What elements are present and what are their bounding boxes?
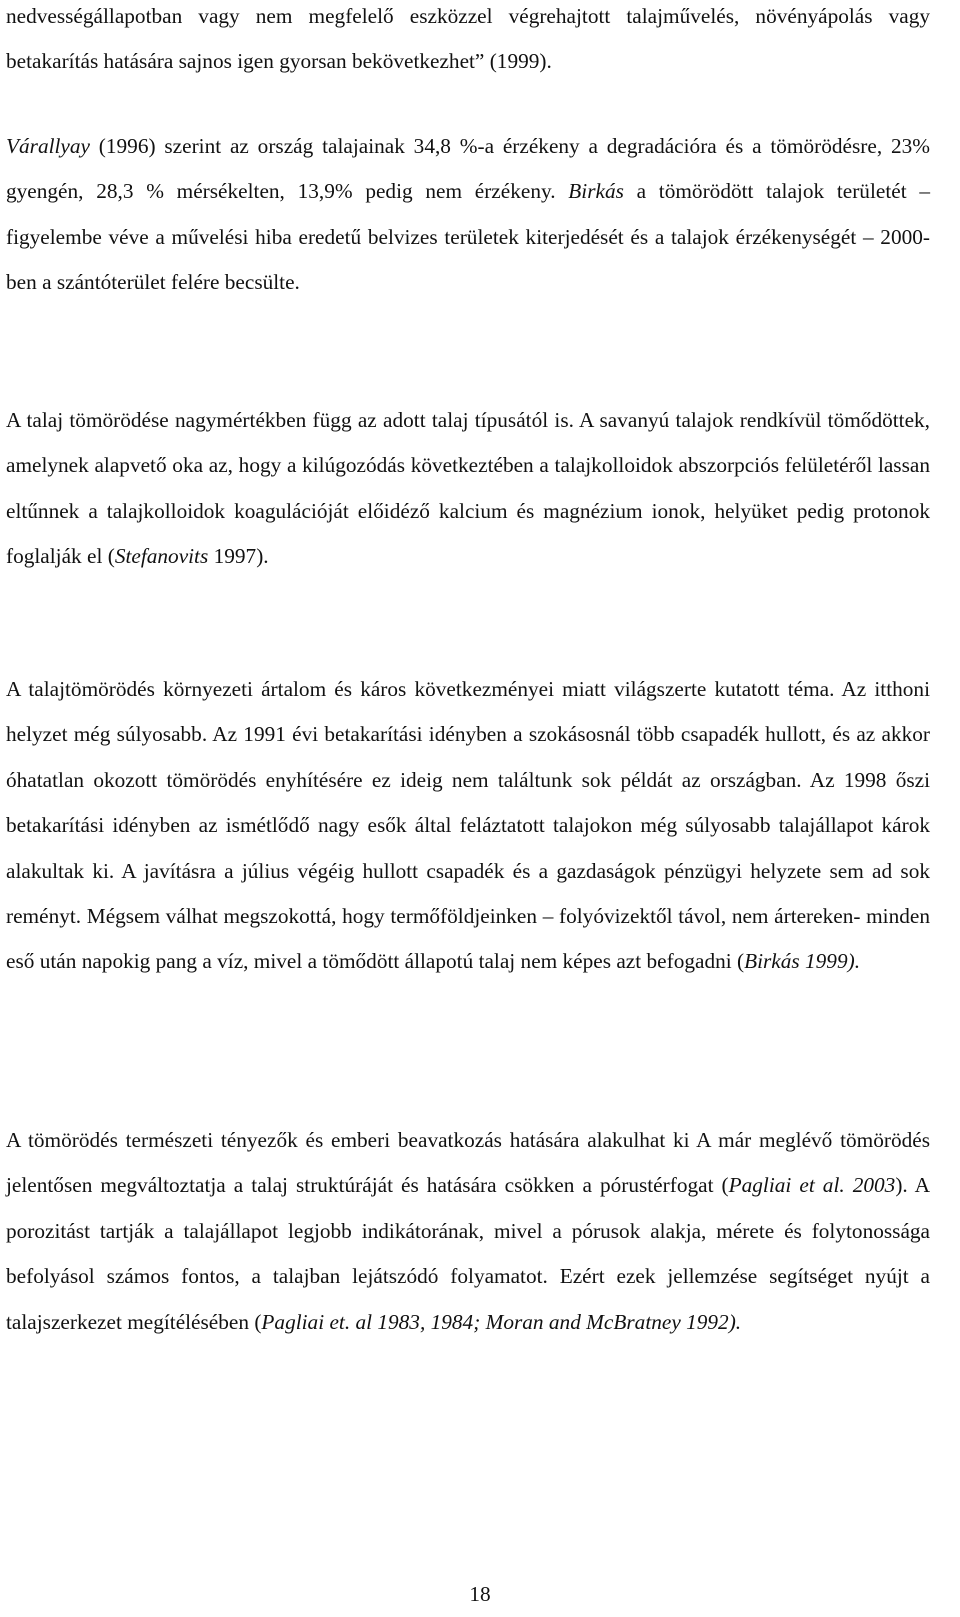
paragraph-text: a tömörödött talajok területét – figyelembe véve a művelési hiba eredetű belvizes területek kiterjedését és a talajok érzékenységét – 2000-ben a szántóterület felére becsülte. <box>6 179 930 295</box>
paragraph-intro-quote <box>6 0 930 85</box>
paragraph-text: A talaj tömörödése nagymértékben függ az adott talaj típusától is. A savanyú talajok rendkívül tömődöttek, amelynek alapvető oka az, hogy a kilúgozódás következtében a talajkolloidok abszorpciós felületéről lassan eltűnnek a talajkolloidok koagulációját előidéző kalcium és magnézium ionok, helyüket pedig protonok foglalják el ( <box>6 408 930 569</box>
paragraph-text: A talajtömörödés környezeti ártalom és káros következményei miatt világszerte kutatott téma. Az itthoni helyzet még súlyosabb. Az 1991 évi betakarítási idényben a szokásosnál több csapadék hullott, és az akkor óhatatlan okozott tömörödés enyhítésére ez ideig nem találtunk sok példát az országban. Az 1998 őszi betakarítási idényben az ismétlődő nagy esők által feláztatott talajokon még súlyosabb talajállapot károk alakultak ki. A javításra a július végéig hullott csapadék és a gazdaságok pénzügyi helyzete sem ad sok reményt. Mégsem válhat megszokottá, hogy termőföldjeinken – folyóvizektől távol, nem ártereken- minden eső után napokig pang a víz, mivel a tömődött állapotú talaj nem képes azt befogadni ( <box>6 677 930 974</box>
paragraph-porosity <box>6 1118 930 1345</box>
paragraph-soil-type <box>6 398 930 580</box>
paragraph-text: A tömörödés természeti tényezők és emberi beavatkozás hatására alakulhat ki A már meglévő tömörödés jelentősen megváltoztatja a talaj struktúráját és hatására csökken a pórustérfogat ( <box>6 1128 930 1198</box>
citation-author: Pagliai et al. 2003 <box>728 1173 896 1198</box>
citation-author: Pagliai et. al 1983, 1984; Moran and McBratney 1992). <box>261 1309 742 1334</box>
citation-author: Birkás 1999). <box>744 949 861 974</box>
paragraph-varallyay <box>6 124 930 306</box>
page-number: 18 <box>469 1582 491 1606</box>
paragraph-text: 1997). <box>208 544 269 569</box>
paragraph-text: ). A porozitást tartják a talajállapot legjobb indikátorának, mivel a pórusok alakja, mérete és folytonossága befolyásol számos fontos, a talajban lejátszódó folyamatot. Ezért ezek jellemzése segítséget nyújt a talajszerkezet megítélésében ( <box>6 1173 930 1334</box>
paragraph-text: nedvességállapotban vagy nem megfelelő eszközzel végrehajtott talajművelés, növényápolás vagy betakarítás hatására sajnos igen gyorsan bekövetkezhet” (1999). <box>6 4 930 74</box>
citation-author: Várallyay <box>6 134 90 158</box>
citation-author: Birkás <box>568 179 624 204</box>
citation-author: Stefanovits <box>114 544 209 569</box>
paragraph-environmental-harm <box>6 667 930 985</box>
paragraph-text: (1996) szerint az ország talajainak 34,8 %-a érzékeny a degradációra és a tömörödésre, 23% gyengén, 28,3 % mérsékelten, 13,9% pedig nem érzékeny. <box>6 134 930 204</box>
